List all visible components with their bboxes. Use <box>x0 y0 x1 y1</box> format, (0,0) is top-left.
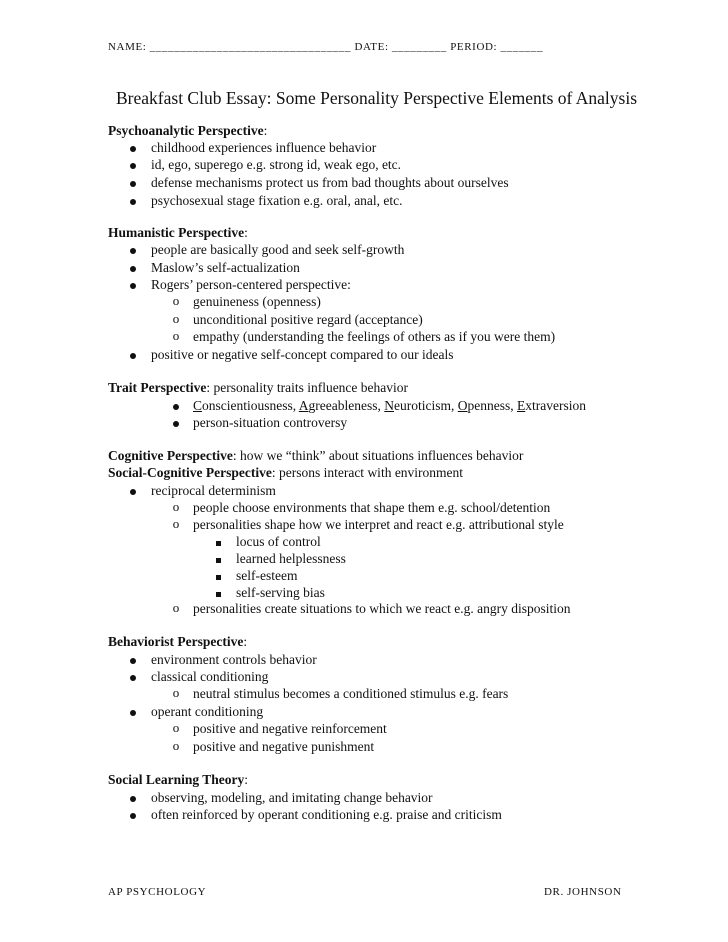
section-heading: Psychoanalytic Perspective <box>108 123 264 138</box>
big-five-list-item <box>170 397 586 414</box>
bullet-icon <box>127 346 139 363</box>
sub-list-item: o personalities create situations to which we react e.g. angry disposition <box>170 600 571 617</box>
bullet-icon <box>127 789 139 806</box>
cognitive-heading-line: Cognitive Perspective: how we “think” about situations influences behavior <box>108 448 524 463</box>
section-heading: Behaviorist Perspective <box>108 634 244 649</box>
footer-teacher: DR. JOHNSON <box>544 886 622 898</box>
square-bullet-icon <box>212 584 224 601</box>
section-heading: Trait Perspective <box>108 380 207 395</box>
square-bullet-icon <box>212 567 224 584</box>
social-cognitive-heading-line: Social-Cognitive Perspective: persons interact with environment <box>108 465 464 480</box>
list-item: often reinforced by operant conditioning e.g. praise and criticism <box>127 806 502 823</box>
circle-bullet-icon: o <box>172 516 180 531</box>
bullet-icon <box>127 241 139 258</box>
bullet-icon <box>127 806 139 823</box>
sub-list-item: o personalities shape how we interpret and react e.g. attributional style <box>170 516 564 533</box>
footer-course: AP PSYCHOLOGY <box>108 886 207 898</box>
sub-list-item: o positive and negative punishment <box>170 738 374 755</box>
list-item: people are basically good and seek self-growth <box>127 241 404 258</box>
bullet-icon <box>127 276 139 293</box>
sub-sub-list-item: locus of control <box>212 533 321 550</box>
list-item: environment controls behavior <box>127 651 317 668</box>
list-item: person-situation controversy <box>170 414 347 431</box>
circle-bullet-icon: o <box>172 499 180 514</box>
circle-bullet-icon: o <box>172 293 180 308</box>
bullet-icon <box>127 174 139 191</box>
list-item: Maslow’s self-actualization <box>127 259 300 276</box>
name-date-period-header: NAME: _________________________________ DATE: _________ PERIOD: _______ <box>108 41 544 53</box>
square-bullet-icon <box>212 533 224 550</box>
square-bullet-icon <box>212 550 224 567</box>
bullet-icon <box>127 156 139 173</box>
list-item: classical conditioning <box>127 668 268 685</box>
bullet-icon <box>127 703 139 720</box>
document-title: Breakfast Club Essay: Some Personality Perspective Elements of Analysis <box>116 88 638 108</box>
circle-bullet-icon: o <box>172 685 180 700</box>
section-heading: Social Learning Theory <box>108 772 245 787</box>
social-learning-heading-line: Social Learning Theory: <box>108 772 249 787</box>
section-heading: Humanistic Perspective <box>108 225 245 240</box>
circle-bullet-icon: o <box>172 328 180 343</box>
sub-list-item: o positive and negative reinforcement <box>170 720 387 737</box>
list-item: childhood experiences influence behavior <box>127 139 376 156</box>
section-heading: Social-Cognitive Perspective <box>108 465 272 480</box>
circle-bullet-icon: o <box>172 720 180 735</box>
circle-bullet-icon: o <box>172 600 180 615</box>
list-item: id, ego, superego e.g. strong id, weak ego, etc. <box>127 156 401 173</box>
sub-sub-list-item: learned helplessness <box>212 550 346 567</box>
bullet-icon <box>127 482 139 499</box>
section-heading: Cognitive Perspective <box>108 448 233 463</box>
bullet-icon <box>170 414 182 431</box>
list-item: observing, modeling, and imitating change behavior <box>127 789 433 806</box>
list-item: Rogers’ person-centered perspective: <box>127 276 351 293</box>
bullet-icon <box>127 651 139 668</box>
humanistic-heading-line: Humanistic Perspective: <box>108 225 248 240</box>
bullet-icon <box>127 259 139 276</box>
trait-heading-line: Trait Perspective: personality traits influence behavior <box>108 380 409 395</box>
sub-list-item: o empathy (understanding the feelings of others as if you were them) <box>170 328 555 345</box>
list-item: operant conditioning <box>127 703 263 720</box>
list-item: psychosexual stage fixation e.g. oral, anal, etc. <box>127 192 403 209</box>
bullet-icon <box>170 397 182 414</box>
sub-list-item: o genuineness (openness) <box>170 293 321 310</box>
psychoanalytic-heading-line: Psychoanalytic Perspective: <box>108 123 268 138</box>
list-item: reciprocal determinism <box>127 482 276 499</box>
list-item: defense mechanisms protect us from bad thoughts about ourselves <box>127 174 509 191</box>
sub-sub-list-item: self-esteem <box>212 567 297 584</box>
sub-list-item: o people choose environments that shape them e.g. school/detention <box>170 499 550 516</box>
behaviorist-heading-line: Behaviorist Perspective: <box>108 634 248 649</box>
circle-bullet-icon: o <box>172 311 180 326</box>
bullet-icon <box>127 139 139 156</box>
list-item: positive or negative self-concept compared to our ideals <box>127 346 454 363</box>
big-five-traits: Conscientiousness, Agreeableness, Neuroticism, Openness, Extraversion <box>193 398 586 413</box>
sub-list-item: o unconditional positive regard (acceptance) <box>170 311 423 328</box>
sub-sub-list-item: self-serving bias <box>212 584 325 601</box>
bullet-icon <box>127 192 139 209</box>
sub-list-item: o neutral stimulus becomes a conditioned stimulus e.g. fears <box>170 685 508 702</box>
bullet-icon <box>127 668 139 685</box>
circle-bullet-icon: o <box>172 738 180 753</box>
